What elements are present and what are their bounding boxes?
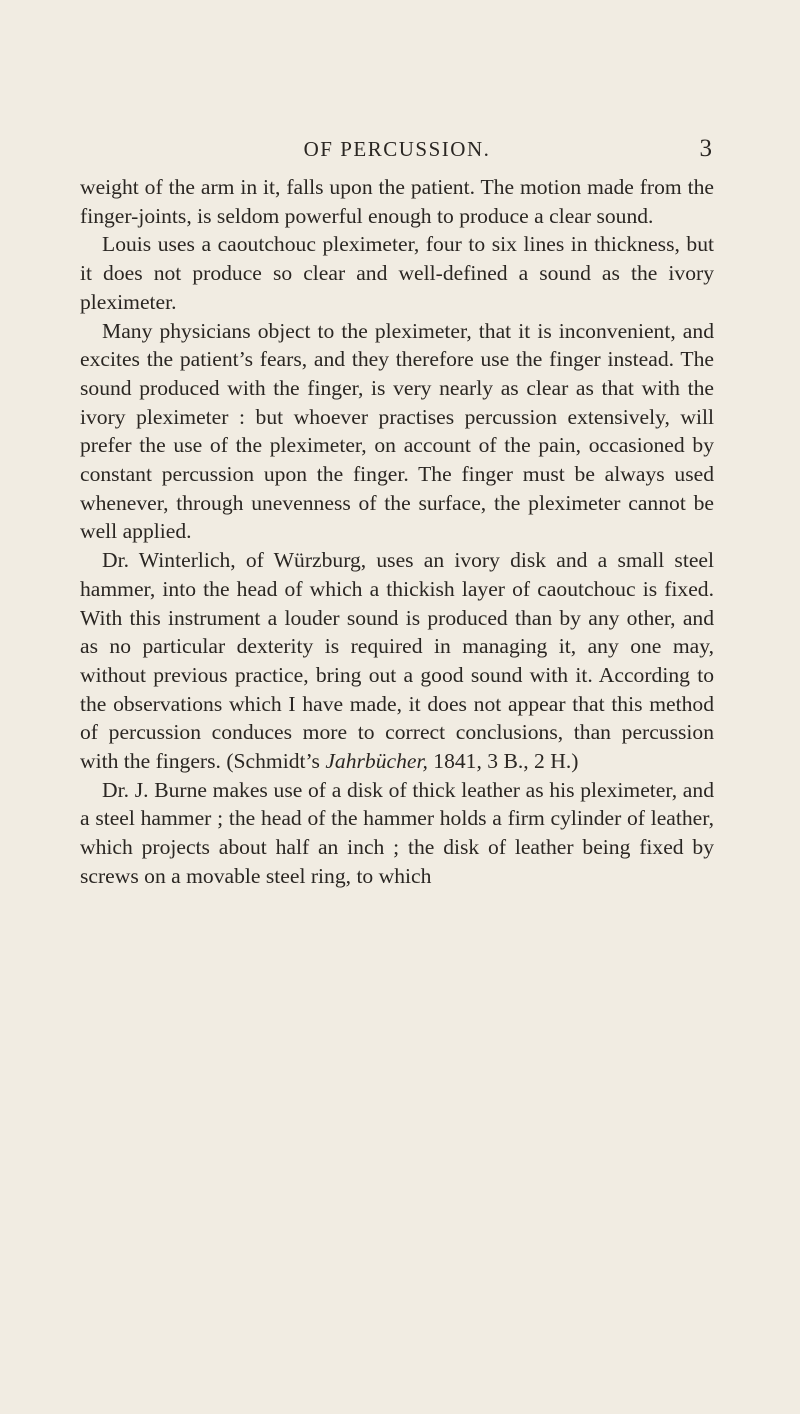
- paragraph-winterlich: [80, 546, 714, 776]
- paragraph-louis: Louis uses a caoutchouc pleximeter, four to six lines in thickness, but it does not produce so clear and well-defined a sound as the ivory pleximeter.: [80, 232, 714, 314]
- paragraph-physicians: Many physicians object to the pleximeter, that it is inconvenient, and excites the patient’s fears, and they therefore use the finger instead. The sound produced with the finger, is very nearly as clear as that with the ivory pleximeter : but whoever practises percussion extensively, will prefer the use of the pleximeter, on account of the pain, occasioned by constant percussion upon the finger. The finger must be always used whenever, through unevenness of the surface, the pleximeter cannot be well applied.: [80, 318, 714, 544]
- running-head: [82, 134, 712, 164]
- journal-title: Jahrbücher,: [325, 749, 428, 774]
- paragraph-burne: Dr. J. Burne makes use of a disk of thick leather as his pleximeter, and a steel hammer ; the head of the hammer holds a firm cylinder of leather, which projects about half an inch ; the disk of leather being fixed by screws on a movable steel ring, to which: [80, 777, 714, 888]
- body-text: [80, 173, 714, 891]
- running-title: OF PERCUSSION.: [303, 137, 491, 161]
- paragraph-continuation: weight of the arm in it, falls upon the patient. The motion made from the finger-joints, is seldom powerful enough to produce a clear sound.: [80, 175, 714, 228]
- page-number: 3: [699, 135, 712, 162]
- citation-details: 1841, 3 B., 2 H.): [427, 749, 579, 774]
- paragraph-winterlich-text: Dr. Winterlich, of Würzburg, uses an ivory disk and a small steel hammer, into the head of which a thickish layer of caoutchouc is fixed. With this instrument a louder sound is produced than by any other, and as no particular dexterity is required in managing it, any one may, without previous practice, bring out a good sound with it. According to the observations which I have made, it does not appear that this method of percussion conduces more to correct conclusions, than percussion with the fingers. (Schmidt’s: [80, 548, 714, 774]
